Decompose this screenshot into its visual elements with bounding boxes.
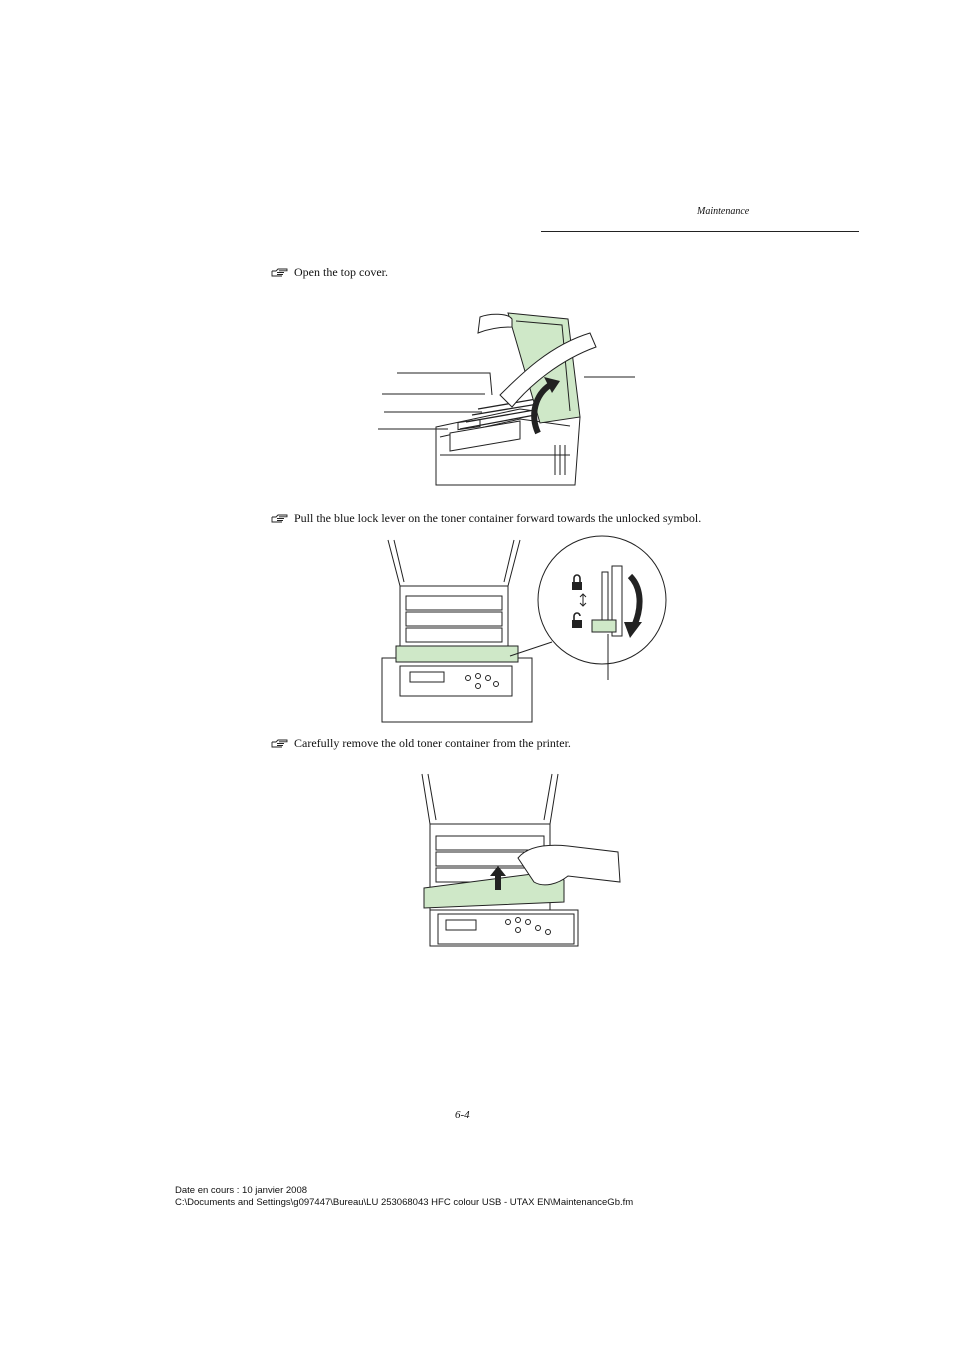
pointing-hand-icon [271,514,289,524]
toner-containers [396,596,518,662]
figure-open-top-cover [370,305,640,485]
step-2 [271,511,701,526]
running-header: Maintenance [697,206,750,217]
figure-lock-lever [380,538,670,722]
step-1-text: Open the top cover. [294,265,388,279]
step-3 [271,736,571,751]
lock-lever [592,620,616,632]
panel-display [410,672,444,682]
panel-display [446,920,476,930]
hand [518,845,620,885]
footer-date: Date en cours : 10 janvier 2008 [175,1185,308,1196]
footer-file-path: C:\Documents and Settings\g097447\Bureau\LU 253068043 HFC colour USB - UTAX EN\MaintenanceGb.fm [175,1197,634,1208]
toner-container-highlighted [396,646,518,662]
header-rule [541,231,859,232]
pointing-hand-icon [271,739,289,749]
page-number: 6-4 [455,1109,470,1121]
step-1 [271,265,388,280]
step-3-text: Carefully remove the old toner container from the printer. [294,736,571,750]
figure-remove-toner [408,772,622,946]
pointing-hand-icon [271,268,289,278]
step-2-text: Pull the blue lock lever on the toner container forward towards the unlocked symbol. [294,511,702,525]
